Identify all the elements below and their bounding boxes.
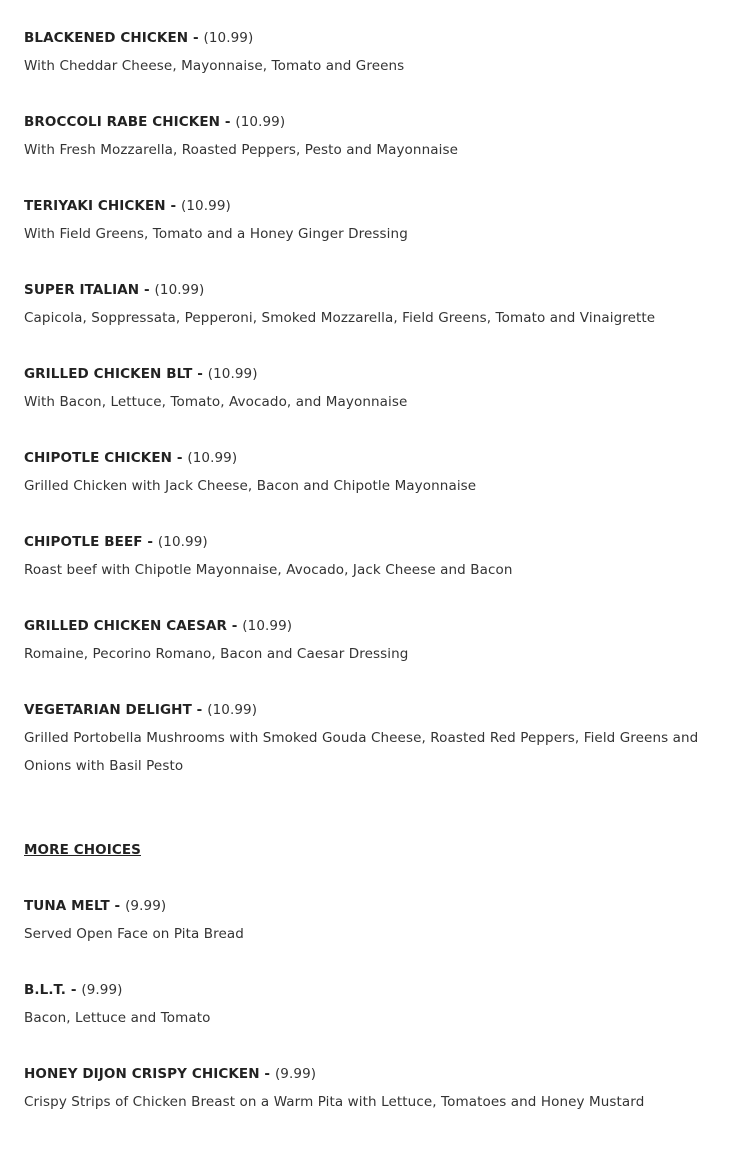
item-heading <box>24 360 734 388</box>
item-name: TUNA MELT - <box>24 898 126 914</box>
item-name: SUPER ITALIAN - <box>24 282 155 298</box>
item-name: VEGETARIAN DELIGHT - <box>24 702 208 718</box>
item-description: Romaine, Pecorino Romano, Bacon and Caesar Dressing <box>24 646 409 662</box>
item-name: B.L.T. - <box>24 982 82 998</box>
item-price: (10.99) <box>187 450 238 466</box>
menu-item <box>24 528 734 584</box>
item-description: Grilled Portobella Mushrooms with Smoked Gouda Cheese, Roasted Red Peppers, Field Greens and Onions with Basil Pesto <box>24 730 699 774</box>
item-price: (10.99) <box>207 366 258 382</box>
spacer <box>24 332 734 360</box>
menu-item <box>24 612 734 668</box>
menu-item <box>24 192 734 248</box>
item-name: CHIPOTLE BEEF - <box>24 534 158 550</box>
spacer <box>24 780 734 836</box>
spacer <box>24 500 734 528</box>
spacer <box>24 948 734 976</box>
item-name: GRILLED CHICKEN BLT - <box>24 366 208 382</box>
item-name: GRILLED CHICKEN CAESAR - <box>24 618 243 634</box>
item-description: Served Open Face on Pita Bread <box>24 926 244 942</box>
spacer <box>24 1032 734 1060</box>
item-price: (10.99) <box>181 198 231 214</box>
section-title-more-choices: MORE CHOICES <box>24 842 141 858</box>
item-heading <box>24 276 734 304</box>
item-heading <box>24 528 734 556</box>
item-heading <box>24 696 734 724</box>
item-heading <box>24 892 734 920</box>
item-price: (10.99) <box>157 534 208 550</box>
spacer <box>24 164 734 192</box>
spacer <box>24 80 734 108</box>
item-heading <box>24 1060 734 1088</box>
item-price: (10.99) <box>154 282 205 298</box>
item-description: Bacon, Lettuce and Tomato <box>24 1010 211 1026</box>
spacer <box>24 416 734 444</box>
item-heading <box>24 192 734 220</box>
item-description: With Fresh Mozzarella, Roasted Peppers, Pesto and Mayonnaise <box>24 142 458 158</box>
item-name: BLACKENED CHICKEN - <box>24 30 204 46</box>
spacer <box>24 248 734 276</box>
item-description: Crispy Strips of Chicken Breast on a Warm Pita with Lettuce, Tomatoes and Honey Mustard <box>24 1094 645 1110</box>
menu-item <box>24 444 734 500</box>
menu-item <box>24 1060 734 1116</box>
item-heading <box>24 612 734 640</box>
item-price: (10.99) <box>207 702 258 718</box>
item-heading <box>24 976 734 1004</box>
item-heading <box>24 444 734 472</box>
item-price: (10.99) <box>203 30 254 46</box>
menu-item <box>24 24 734 80</box>
menu-item <box>24 360 734 416</box>
menu-item <box>24 976 734 1032</box>
menu-item <box>24 696 734 780</box>
menu-list <box>24 24 734 1116</box>
item-name: TERIYAKI CHICKEN - <box>24 198 181 214</box>
item-description: With Bacon, Lettuce, Tomato, Avocado, and Mayonnaise <box>24 394 408 410</box>
menu-item <box>24 892 734 948</box>
item-description: Grilled Chicken with Jack Cheese, Bacon and Chipotle Mayonnaise <box>24 478 477 494</box>
item-price: (10.99) <box>235 114 286 130</box>
item-heading <box>24 108 734 136</box>
item-description: With Cheddar Cheese, Mayonnaise, Tomato and Greens <box>24 58 405 74</box>
spacer <box>24 864 734 892</box>
spacer <box>24 584 734 612</box>
item-name: CHIPOTLE CHICKEN - <box>24 450 188 466</box>
menu-item <box>24 108 734 164</box>
item-description: Roast beef with Chipotle Mayonnaise, Avocado, Jack Cheese and Bacon <box>24 562 513 578</box>
item-price: (9.99) <box>274 1066 317 1082</box>
item-price: (9.99) <box>81 982 123 998</box>
item-description: With Field Greens, Tomato and a Honey Ginger Dressing <box>24 226 408 242</box>
item-price: (9.99) <box>125 898 167 914</box>
spacer <box>24 668 734 696</box>
item-price: (10.99) <box>242 618 293 634</box>
item-name: BROCCOLI RABE CHICKEN - <box>24 114 236 130</box>
item-name: HONEY DIJON CRISPY CHICKEN - <box>24 1066 275 1082</box>
menu-item <box>24 276 734 332</box>
item-heading <box>24 24 734 52</box>
item-description: Capicola, Soppressata, Pepperoni, Smoked Mozzarella, Field Greens, Tomato and Vinaigrette <box>24 310 656 326</box>
